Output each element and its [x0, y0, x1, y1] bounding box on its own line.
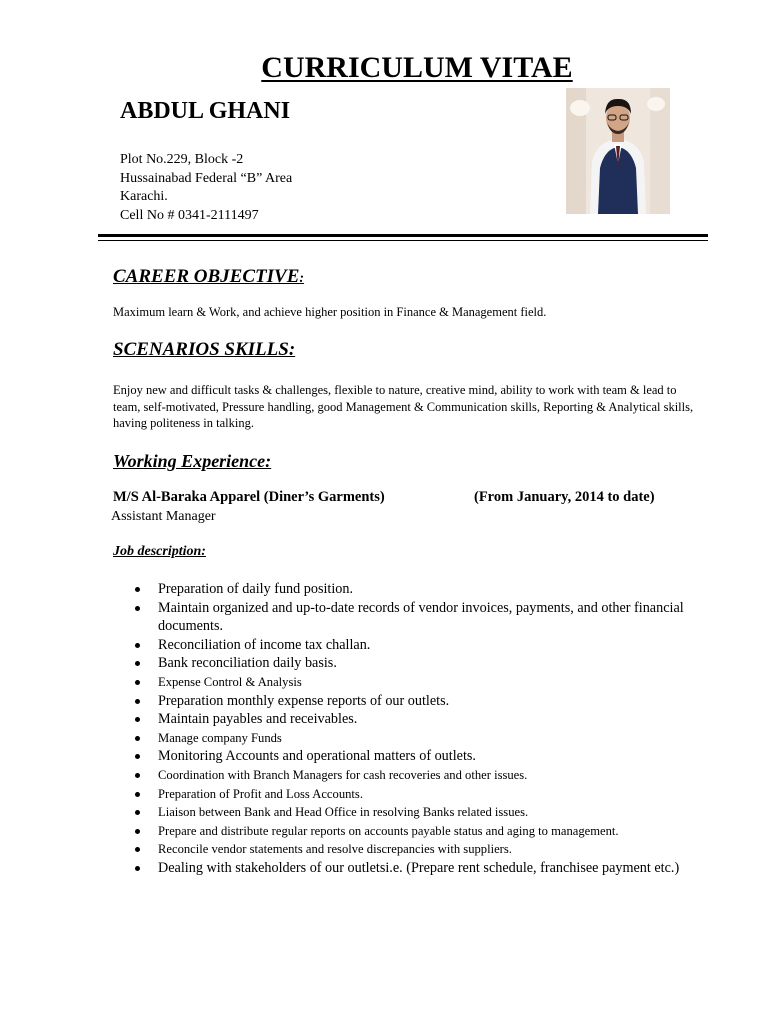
list-item: Reconcile vendor statements and resolve discrepancies with suppliers.	[158, 840, 698, 859]
list-item: Maintain payables and receivables.	[158, 710, 698, 729]
list-item: Bank reconciliation daily basis.	[158, 654, 698, 673]
duties-list	[158, 580, 698, 878]
address-line: Plot No.229, Block -2	[120, 152, 244, 167]
header-divider	[98, 234, 708, 237]
job-description-heading: Job description:	[113, 544, 206, 559]
career-objective-text: Maximum learn & Work, and achieve higher position in Finance & Management field.	[113, 305, 547, 319]
career-objective-heading-colon: :	[299, 271, 305, 286]
contact-block	[120, 151, 292, 225]
applicant-name: ABDUL GHANI	[120, 98, 291, 124]
career-objective-heading-text: CAREER OBJECTIVE	[113, 266, 300, 287]
list-item: Maintain organized and up-to-date records of vendor invoices, payments, and other financial documents.	[158, 599, 698, 636]
list-item: Dealing with stakeholders of our outletsi.e. (Prepare rent schedule, franchisee payment etc.)	[158, 859, 698, 878]
cell-number: Cell No # 0341-2111497	[120, 207, 259, 223]
list-item: Coordination with Branch Managers for cash recoveries and other issues.	[158, 766, 698, 785]
list-item: Monitoring Accounts and operational matters of outlets.	[158, 747, 698, 766]
experience-heading: Working Experience:	[113, 451, 272, 471]
list-item: Preparation monthly expense reports of our outlets.	[158, 692, 698, 711]
header-divider-thin	[98, 240, 708, 241]
career-objective-heading	[113, 266, 304, 290]
employer-name: M/S Al-Baraka Apparel (Diner’s Garments)	[113, 489, 385, 505]
job-title: Assistant Manager	[111, 509, 216, 524]
list-item: Reconciliation of income tax challan.	[158, 636, 698, 655]
skills-text: Enjoy new and difficult tasks & challenges, flexible to nature, creative mind, ability to work with team & lead to team, self-motivated, Pressure handling, good Management & Communication skills, Reporting & Analytical skills, having politeness in talking.	[113, 383, 694, 430]
address-line: Hussainabad Federal “B” Area	[120, 170, 293, 186]
list-item: Expense Control & Analysis	[158, 673, 698, 692]
employment-period: (From January, 2014 to date)	[474, 489, 655, 505]
list-item: Manage company Funds	[158, 729, 698, 748]
list-item: Preparation of daily fund position.	[158, 580, 698, 599]
list-item: Preparation of Profit and Loss Accounts.	[158, 785, 698, 804]
skills-heading: SCENARIOS SKILLS:	[113, 339, 296, 360]
address-city: Karachi.	[120, 189, 168, 204]
document-title: CURRICULUM VITAE	[261, 51, 573, 84]
list-item: Liaison between Bank and Head Office in resolving Banks related issues.	[158, 803, 698, 822]
profile-photo	[566, 88, 670, 214]
list-item: Prepare and distribute regular reports on accounts payable status and aging to management.	[158, 822, 698, 841]
